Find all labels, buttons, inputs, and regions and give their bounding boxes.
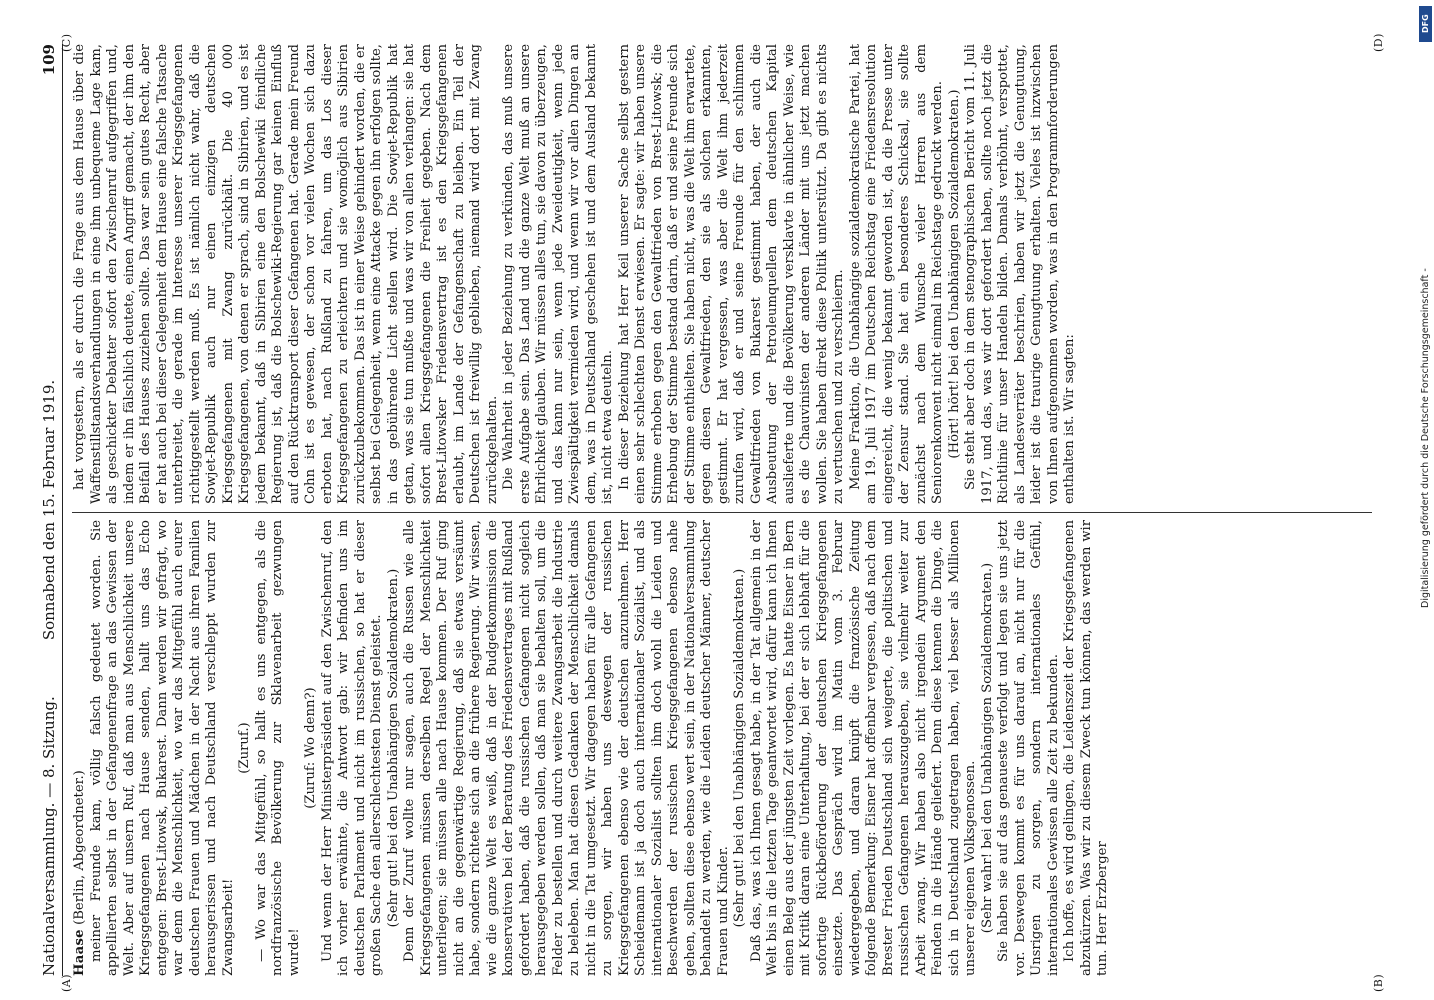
- paragraph: [617, 44, 848, 504]
- digitization-sidebar: [1418, 0, 1434, 1000]
- paragraph: [749, 520, 980, 976]
- text-column-left: [72, 520, 1382, 976]
- paragraph-text: (Sehr wahr! bei den Unabhängigen Sozialdemokraten.): [979, 562, 995, 934]
- margin-marker-c: (C): [60, 33, 73, 52]
- paragraph-text: Ich hoffe, es wird gelingen, die Leidenszeit der Kriegsgefangenen abzukürzen. Was wir zu diesem Zweck tun können, das werden wir tun. Herr Erzberger: [1062, 520, 1110, 976]
- paragraph-text: (Zuruf: Wo denn?): [303, 687, 318, 809]
- interjection: [237, 520, 254, 976]
- paragraph-text: Und wenn der Herr Ministerpräsident auf den Zwischenruf, den ich vorher erwähnte, die Antwort gab: wir befinden uns im deutschen Parlament und nicht im russischen, so hat er dieser großen Sache den allerschlechtesten Dienst geleistet.: [319, 520, 384, 976]
- paragraph: [848, 44, 947, 504]
- paragraph-text: (Zuruf.): [237, 722, 252, 774]
- document-page: [0, 20, 1400, 1000]
- column-divider: [72, 512, 1372, 513]
- paragraph-text: hat vorgestern, als er durch die Frage aus dem Hause über die Waffenstillstandsverhandlungen in eine ihm unbequeme Lage kam, als geschickter Debatter sofort den Zwischenruf aufgegriffen und, indem er ihn fälschlich deutete, einen Angriff gemacht, der ihm den Beifall des Hauses zuziehen sollte. Das war sein gutes Recht, aber er hat auch bei dieser Gelegenheit dem Hause eine falsche Tatsache unterbreitet, die gerade im Interesse unserer Kriegsgefangenen richtiggestellt werden muß. Es ist nämlich nicht wahr, daß die Sowjet-Republik auch nur einen einzigen deutschen Kriegsgefangenen mit Zwang zurückhält. Die 40 000 Kriegsgefangenen, von denen er sprach, sind in Sibirien, und es ist jedem bekannt, daß in Sibirien eine den Bolschewiki feindliche Regierung ist, daß die Bolschewiki-Regierung gar keinen Einfluß auf den Rücktransport dieser Gefangenen hat. Gerade mein Freund Cohn ist es gewesen, der schon vor vielen Wochen sich dazu erboten hat, nach Rußland zu fahren, um das Los dieser Kriegsgefangenen zu erleichtern und sie womöglich aus Sibirien zurückzubekommen. Das ist in einer Weise gehindert worden, die er selbst bei Gelegenheit, wenn eine Attacke gegen ihn erfolgen sollte, in das gebührende Licht stellen wird. Die Sowjet-Republik hat getan, was sie tun mußte und was wir von allen verlangen: sie hat sofort allen Kriegsgefangenen die Freiheit gegeben. Nach dem Brest-Litowsker Friedensvertrag ist es den Kriegsgefangenen erlaubt, im Lande der Gefangenschaft zu bleiben. Ein Teil der Deutschen ist freiwillig geblieben, niemand wird dort mit Zwang zurückgehalten.: [72, 44, 500, 504]
- paragraph: [501, 44, 617, 504]
- paragraph-text: Sie steht aber doch in dem stenographischen Bericht vom 11. Juli 1917, und das, was wir dort gefordert haben, sollte noch jetzt die Richtlinie für unser Handeln bilden. Damals verhöhnt, verspottet, als Landesverräter beschrien, haben wir jetzt die Genugtuung, leider ist die traurige Genugtuung erhalten. Vieles ist inzwischen von Ihnen aufgenommen worden, was in den Programmforderungen enthalten ist. Wir sagten:: [963, 44, 1077, 504]
- paragraph-text: — Wo war das Mitgefühl, so hallt es uns entgegen, als die nordfranzösische Bevölkerung zur Sklavenarbeit gezwungen wurde!: [253, 520, 302, 976]
- paragraph-text: Denn der Zuruf wollte nur sagen, auch die Russen wie alle Kriegsgefangenen müssen derselben Regel der Menschlichkeit unterliegen; sie müssen alle nach Hause kommen. Der Ruf ging nicht an die gegenwärtige Regierung, daß sie etwas versäumt habe, sondern richtete sich an die frühere Regierung. Wir wissen, wie die ganze Welt es weiß, daß in der Budgetkommission die konservativen bei der Beratung des Friedensvertrages mit Rußland gefordert haben, daß die russischen Gefangenen nicht sogleich herausgegeben werden sollen, daß man sie behalten soll, um die Felder zu bestellen und durch weitere Zwangsarbeit die Industrie zu beleben. Man hat diesen Gedanken der Menschlichkeit damals nicht in die Tat umgesetzt. Wir dagegen haben für alle Gefangenen zu sorgen, wir haben uns deswegen der russischen Kriegsgefangenen ebenso wie der deutschen anzunehmen. Herr Scheidemann ist ja doch auch internationaler Sozialist, und als internationaler Sozialist sollten ihm doch wohl die Leiden und Beschwerden der russischen Kriegsgefangenen ebenso nahe gehen, sollten diese ebenso wert sein, in der Nationalversammlung behandelt zu werden, wie die Leiden deutscher Männer, deutscher Frauen und Kinder.: [402, 520, 731, 976]
- paragraph-text: (Berlin, Abgeordneter.): [72, 770, 87, 930]
- paragraph: [996, 520, 1062, 976]
- header-date: Sonnabend den 15. Februar 1919.: [40, 379, 58, 641]
- speaker-name: Haase: [72, 929, 87, 976]
- paragraph-text: Daß das, was ich Ihnen gesagt habe, in der Tat allgemein in der Welt bis in die letzten Tage geantwortet wird, dafür kann ich Ihnen einen Beleg aus der jüngsten Zeit vorlegen. Es hatte Eisner in Bern mit Kritik daran eine Unterhaltung, bei der er sich lebhaft für die sofortige Rückbeförderung der deutschen Kriegsgefangenen einsetzte. Das Gespräch wird im Matin vom 3. Februar wiedergegeben, und daran knüpft die französische Zeitung folgende Bemerkung: Eisner hat offenbar vergessen, daß nach dem Brester Frieden Deutschland sich weigerte, die politischen und russischen Gefangenen herauszugeben, sie vielmehr weiter zur Arbeit zwang. Wir haben also nicht irgendein Argument den Feinden in die Hände geliefert. Denn diese kennen die Dinge, die sich in Deutschland zugetragen haben, viel besser als Millionen unserer eigenen Volksgenossen.: [748, 520, 978, 976]
- interjection: [303, 520, 320, 976]
- interjection: [386, 520, 403, 976]
- paragraph-text: (Sehr gut! bei den Unabhängigen Sozialdemokraten.): [732, 568, 747, 928]
- interjection: [732, 520, 749, 976]
- interjection: [980, 520, 997, 976]
- dfg-logo: DFG: [1419, 6, 1432, 42]
- paragraph: [402, 520, 732, 976]
- margin-marker-d: (D): [1372, 33, 1385, 52]
- text-column-right: [72, 44, 1382, 504]
- paragraph-text: Meine Fraktion, die Unabhängige sozialdemokratische Partei, hat am 19. Juli 1917 im Deutschen Reichstag eine Friedensresolution eingereicht, die wenig bekannt geworden ist, da die Presse unter der Zensur stand. Sie hat ein besonderes Schicksal, sie sollte zunächst nach dem Wunsche vieler Herren aus dem Seniorenkonvent nicht einmal im Reichstage gedruckt werden.: [847, 44, 945, 504]
- paragraph-text: In dieser Beziehung hat Herr Keil unserer Sache selbst gestern einen sehr schlechten Dienst erwiesen. Er sagte: wir haben unsere Stimme erhoben gegen den Gewaltfrieden von Brest-Litowsk; die Erhebung der Stimme bestand darin, daß er und seine Freunde sich der Stimme enthielten. Sie haben nicht, was die Welt ihm erwartete, gegen diesen Gewaltfrieden, den sie als solchen erkannten, gestimmt. Er hat vergessen, was aber die Welt ihm jederzeit zurufen wird, daß er und seine Freunde für den schlimmen Gewaltfrieden von Bukarest gestimmt haben, der auch die Ausbeutung der Petroleumquellen dem deutschen Kapital auslieferte und die Bevölkerung versklavte in ähnlicher Weise, wie es die Chauvinisten der anderen Länder mit uns jetzt machen wollen. Sie haben direkt diese Politik unterstützt. Da gibt es nichts zu vertuschen und zu verschleiern.: [616, 44, 846, 504]
- paragraph: [89, 520, 238, 976]
- digitization-credit: Digitalisierung gefördert durch die Deutsche Forschungsgemeinschaft -: [1420, 268, 1431, 608]
- paragraph: [320, 520, 386, 976]
- paragraph: [254, 520, 304, 976]
- paragraph: [1062, 520, 1112, 976]
- header-session: Nationalversammlung. — 8. Sitzung.: [40, 696, 58, 976]
- interjection: [947, 44, 964, 504]
- paragraph-text: Die Wahrheit in jeder Beziehung zu verkünden, das muß unsere erste Aufgabe sein. Das Land und die ganze Welt muß an unsere Ehrlichkeit glauben. Wir müssen alles tun, sie davon zu überzeugen, und das kann nur sein, wenn jede Zweideutigkeit, wenn jede Zwiespältigkeit vermieden wird, und wenn wir vor allen Dingen an dem, was in Deutschland geschehen ist und dem Ausland bekannt ist, nicht etwa deuteln.: [501, 44, 615, 504]
- paragraph: [72, 44, 501, 504]
- paragraph-text: (Hört! hört! bei den Unabhängigen Sozialdemokraten.): [946, 89, 962, 459]
- header-rule: [62, 44, 63, 976]
- running-header: [40, 44, 62, 976]
- paragraph: [72, 520, 89, 976]
- paragraph-text: meiner Freunde kam, völlig falsch gedeutet worden. Sie appellierten selbst in der Gefangenenfrage an das Gewissen der Welt. Aber auf unsern Ruf, daß man aus Menschlichkeit unsere Kriegsgefangenen nach Hause senden, hallt uns das Echo entgegen: Brest-Litowsk, Bukarest. Dann werden wir gefragt, wo war denn die Menschlichkeit, wo war das Mitgefühl auch eurer deutschen Frauen und Mädchen in der Nacht aus ihren Familien herausgerissen und nach Deutschland verschleppt wurden zur Zwangsarbeit!: [88, 520, 236, 976]
- paragraph-text: (Sehr gut! bei den Unabhängigen Sozialdemokraten.): [385, 568, 401, 928]
- margin-marker-a: (A): [60, 973, 73, 992]
- paragraph-text: Sie haben sie auf das genaueste verfolgt und legen sie uns jetzt vor. Deswegen kommt es für uns darauf an, nicht nur für die Unsrigen zu sorgen, sondern internationales Gefühl, internationales Gewissen alle Zeit zu bekunden.: [996, 520, 1061, 976]
- paragraph: [963, 44, 1079, 504]
- margin-marker-b: (B): [1372, 973, 1385, 992]
- page-number: 109: [40, 44, 58, 76]
